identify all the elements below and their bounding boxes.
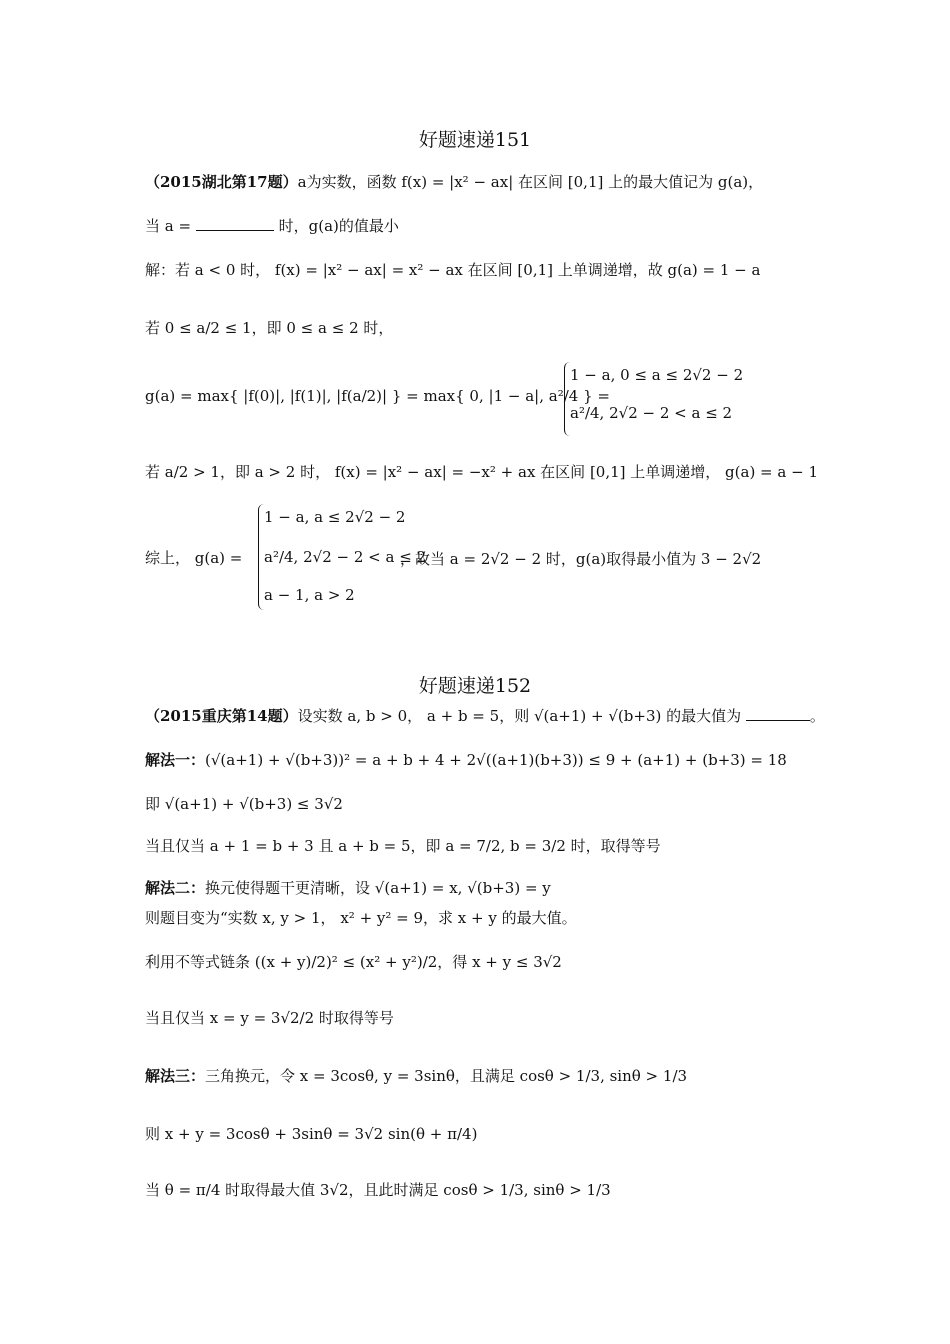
question-151-when: 当 a = xyxy=(145,217,192,235)
question-151-text: a为实数，函数 f(x) = |x² − ax| 在区间 [0,1] 上的最大值记为 g(a)， xyxy=(297,173,764,191)
method3-line1 xyxy=(145,1066,687,1086)
method2-line3: 利用不等式链条 ((x + y)/2)² ≤ (x² + y²)/2，得 x + y ≤ 3√2 xyxy=(145,953,562,971)
solution-151-case3: 若 a/2 > 1，即 a > 2 时， f(x) = |x² − ax| = −x² + ax 在区间 [0,1] 上单调递增， g(a) = a − 1 xyxy=(145,463,818,481)
title-151: 好题速递151 xyxy=(418,129,532,151)
case-151-b2: a²/4, 2√2 − 2 < a ≤ 2 xyxy=(264,548,427,566)
method3-label: 解法三： xyxy=(145,1067,206,1085)
solution-151-summary-head: 综上， g(a) = xyxy=(145,549,243,567)
method3-line3: 当 θ = π/4 时取得最大值 3√2，且此时满足 cosθ > 1/3, sinθ > 1/3 xyxy=(145,1181,611,1199)
case-151-a2: a²/4, 2√2 − 2 < a ≤ 2 xyxy=(570,404,733,422)
method2-line4: 当且仅当 x = y = 3√2/2 时取得等号 xyxy=(145,1009,394,1027)
case-151-a1: 1 − a, 0 ≤ a ≤ 2√2 − 2 xyxy=(570,366,744,384)
question-152-tail: 。 xyxy=(809,707,825,725)
problem-152-line1 xyxy=(145,706,825,726)
source-152: （2015重庆第14题） xyxy=(145,707,298,725)
method2-line1 xyxy=(145,878,551,898)
method1-line3: 当且仅当 a + 1 = b + 3 且 a + b = 5，即 a = 7/2, b = 3/2 时，取得等号 xyxy=(145,837,661,855)
solution-151-case1: 解：若 a < 0 时， f(x) = |x² − ax| = x² − ax 在区间 [0,1] 上单调递增，故 g(a) = 1 − a xyxy=(145,261,761,279)
method1-label: 解法一： xyxy=(145,751,206,769)
case-151-b3: a − 1, a > 2 xyxy=(264,586,355,604)
method1-line2: 即 √(a+1) + √(b+3) ≤ 3√2 xyxy=(145,795,343,813)
method2-text: 换元使得题干更清晰，设 √(a+1) = x, √(b+3) = y xyxy=(205,879,551,897)
method2-line2: 则题目变为“实数 x, y > 1， x² + y² = 9，求 x + y 的最大值。 xyxy=(145,909,577,927)
method3-line2: 则 x + y = 3cosθ + 3sinθ = 3√2 sin(θ + π/4) xyxy=(145,1125,478,1143)
problem-151-line2 xyxy=(145,216,399,236)
answer-blank-151[interactable] xyxy=(196,216,274,231)
method3-text: 三角换元，令 x = 3cosθ, y = 3sinθ，且满足 cosθ > 1/3, sinθ > 1/3 xyxy=(205,1067,688,1085)
answer-blank-152[interactable] xyxy=(746,706,810,721)
title-152: 好题速递152 xyxy=(418,675,532,697)
source-151: （2015湖北第17题） xyxy=(145,173,298,191)
case-151-b1: 1 − a, a ≤ 2√2 − 2 xyxy=(264,508,406,526)
method2-label: 解法二： xyxy=(145,879,206,897)
method1-formula: (√(a+1) + √(b+3))² = a + b + 4 + 2√((a+1)(b+3)) ≤ 9 + (a+1) + (b+3) = 18 xyxy=(205,751,787,769)
question-152-text: 设实数 a, b > 0， a + b = 5，则 √(a+1) + √(b+3) 的最大值为 xyxy=(297,707,742,725)
solution-151-case2-formula: g(a) = max{ |f(0)|, |f(1)|, |f(a/2)| } = max{ 0, |1 − a|, a²/4 } = xyxy=(145,387,610,405)
problem-151-line1 xyxy=(145,172,763,192)
method1-line1 xyxy=(145,750,787,770)
solution-151-conclusion: ，故当 a = 2√2 − 2 时，g(a)取得最小值为 3 − 2√2 xyxy=(400,550,762,568)
solution-151-case2-cond: 若 0 ≤ a/2 ≤ 1，即 0 ≤ a ≤ 2 时， xyxy=(145,319,394,337)
question-151-tail: 时，g(a)的值最小 xyxy=(278,217,399,235)
